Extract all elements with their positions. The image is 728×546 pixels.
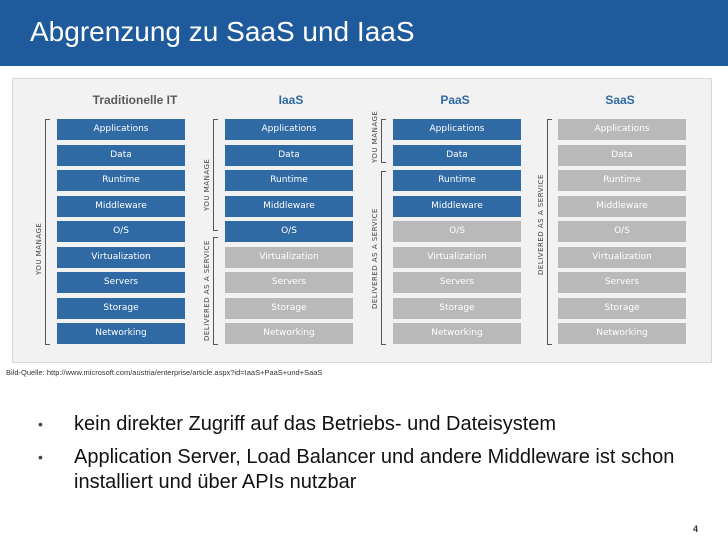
image-source: Bild-Quelle: http://www.microsoft.com/austria/enterprise/article.aspx?id=IaaS+PaaS+und+SaaS bbox=[6, 368, 323, 377]
title-bar bbox=[0, 0, 728, 66]
page-number: 4 bbox=[692, 524, 698, 534]
stack-layer-storage: Storage bbox=[558, 298, 686, 319]
column-header-iaas: IaaS bbox=[278, 93, 304, 107]
stack-layer-os: O/S bbox=[57, 221, 185, 242]
bullet-dot-icon: • bbox=[38, 416, 43, 432]
stack-layer-virtualization: Virtualization bbox=[393, 247, 521, 268]
stack-layer-applications: Applications bbox=[57, 119, 185, 140]
you-manage-label-traditional: YOU MANAGE bbox=[35, 222, 43, 275]
stack-layer-storage: Storage bbox=[225, 298, 353, 319]
stack-layer-data: Data bbox=[558, 145, 686, 166]
stack-layer-servers: Servers bbox=[393, 272, 521, 293]
delivered-label-saas: DELIVERED AS A SERVICE bbox=[537, 174, 545, 275]
stack-layer-runtime: Runtime bbox=[57, 170, 185, 191]
stack-layer-runtime: Runtime bbox=[393, 170, 521, 191]
stack-layer-middleware: Middleware bbox=[393, 196, 521, 217]
stack-layer-storage: Storage bbox=[393, 298, 521, 319]
column-header-paas: PaaS bbox=[440, 93, 470, 107]
stack-layer-virtualization: Virtualization bbox=[558, 247, 686, 268]
you-manage-bracket-iaas bbox=[213, 119, 218, 231]
stack-layer-middleware: Middleware bbox=[57, 196, 185, 217]
bullet-item bbox=[38, 445, 698, 495]
cloud-stack-figure bbox=[12, 78, 712, 363]
stack-layer-servers: Servers bbox=[558, 272, 686, 293]
stack-layer-networking: Networking bbox=[393, 323, 521, 344]
stack-layer-middleware: Middleware bbox=[225, 196, 353, 217]
stack-layer-servers: Servers bbox=[57, 272, 185, 293]
stack-layer-runtime: Runtime bbox=[225, 170, 353, 191]
stack-layer-data: Data bbox=[57, 145, 185, 166]
stack-layer-storage: Storage bbox=[57, 298, 185, 319]
stack-layer-os: O/S bbox=[393, 221, 521, 242]
bullet-text: kein direkter Zugriff auf das Betriebs- und Dateisystem bbox=[74, 413, 557, 435]
stack-layer-applications: Applications bbox=[393, 119, 521, 140]
bullet-text: Application Server, Load Balancer und andere Middleware ist schon installiert und über APIs nutzbar bbox=[74, 446, 675, 493]
stack-layer-networking: Networking bbox=[558, 323, 686, 344]
delivered-bracket-paas bbox=[381, 171, 386, 345]
delivered-bracket-saas bbox=[547, 119, 552, 345]
stack-layer-servers: Servers bbox=[225, 272, 353, 293]
stack-layer-runtime: Runtime bbox=[558, 170, 686, 191]
stack-layer-middleware: Middleware bbox=[558, 196, 686, 217]
delivered-label-iaas: DELIVERED AS A SERVICE bbox=[203, 240, 211, 341]
you-manage-bracket-paas bbox=[381, 119, 386, 163]
stack-layer-virtualization: Virtualization bbox=[225, 247, 353, 268]
bullet-item bbox=[38, 412, 698, 437]
stack-layer-data: Data bbox=[225, 145, 353, 166]
stack-layer-applications: Applications bbox=[558, 119, 686, 140]
stack-layer-networking: Networking bbox=[57, 323, 185, 344]
bullet-list bbox=[38, 412, 698, 503]
slide-title: Abgrenzung zu SaaS und IaaS bbox=[30, 16, 415, 47]
you-manage-label-iaas: YOU MANAGE bbox=[203, 158, 211, 211]
stack-layer-os: O/S bbox=[225, 221, 353, 242]
bullet-dot-icon: • bbox=[38, 449, 43, 465]
column-header-traditional: Traditionelle IT bbox=[92, 93, 178, 107]
column-header-saas: SaaS bbox=[605, 93, 635, 107]
you-manage-bracket-traditional bbox=[45, 119, 50, 345]
delivered-label-paas: DELIVERED AS A SERVICE bbox=[371, 208, 379, 309]
stack-layer-networking: Networking bbox=[225, 323, 353, 344]
stack-layer-data: Data bbox=[393, 145, 521, 166]
you-manage-label-paas: YOU MANAGE bbox=[371, 110, 379, 163]
stack-layer-applications: Applications bbox=[225, 119, 353, 140]
delivered-bracket-iaas bbox=[213, 237, 218, 345]
stack-layer-virtualization: Virtualization bbox=[57, 247, 185, 268]
stack-layer-os: O/S bbox=[558, 221, 686, 242]
